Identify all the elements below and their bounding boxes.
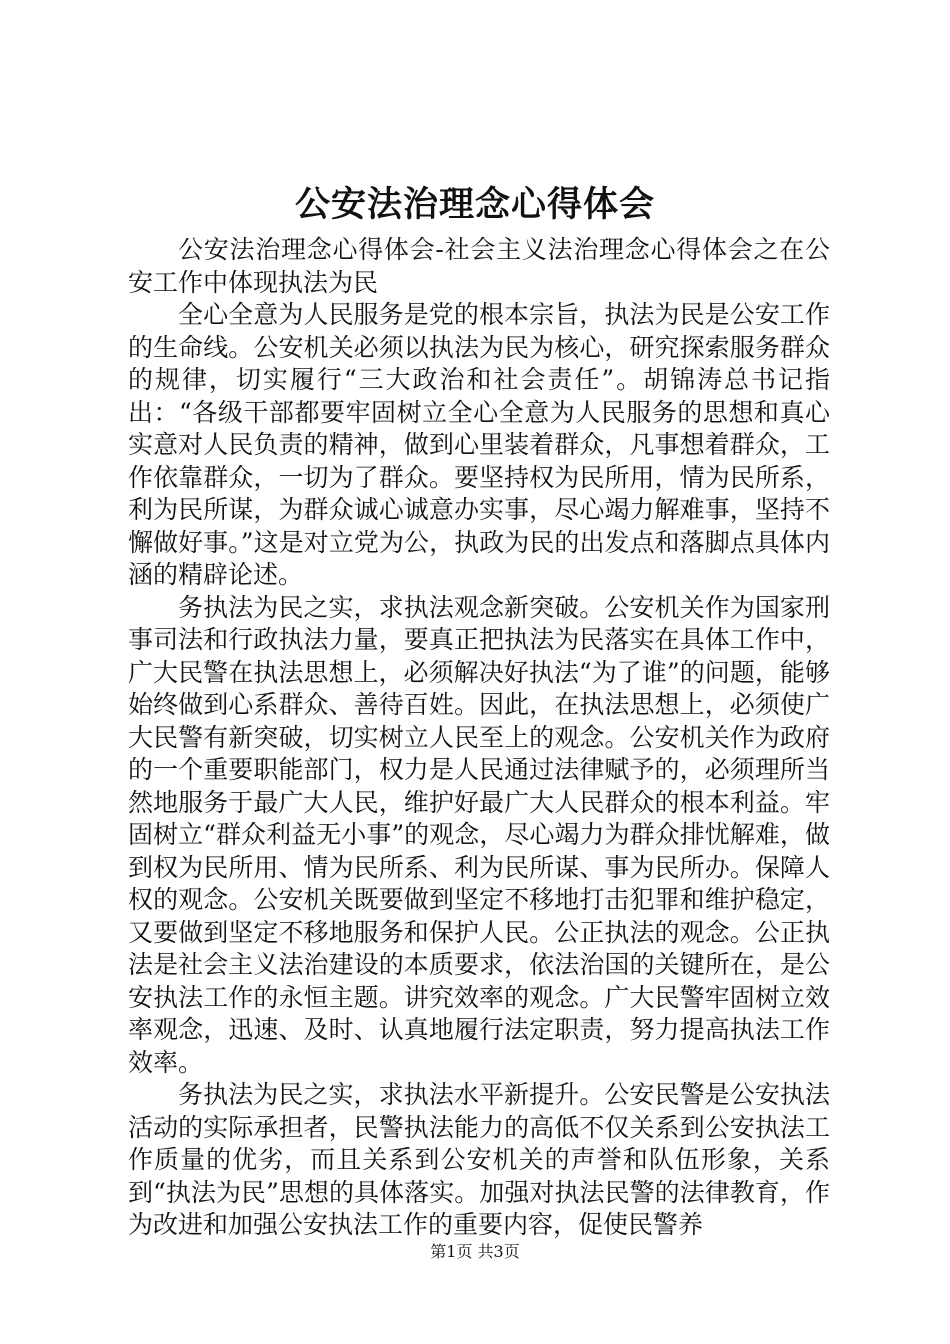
paragraph-subtitle: 公安法治理念心得体会-社会主义法治理念心得体会之在公安工作中体现执法为民 [128,235,830,297]
document-body [128,234,830,1242]
page-number-footer: 第1页 共3页 [430,1242,520,1261]
paragraph-concept: 务执法为民之实，求执法观念新突破。公安机关作为国家刑事司法和行政执法力量，要真正把执法为民落实在具体工作中，广大民警在执法思想上，必须解决好执法“为了谁”的问题，能够始终做到心系群众、善待百姓。因此，在执法思想上，必须使广大民警有新突破，切实树立人民至上的观念。公安机关作为政府的一个重要职能部门，权力是人民通过法律赋予的，必须理所当然地服务于最广大人民，维护好最广大人民群众的根本利益。牢固树立“群众利益无小事”的观念，尽心竭力为群众排忧解难，做到权为民所用、情为民所系、利为民所谋、事为民所办。保障人权的观念。公安机关既要做到坚定不移地打击犯罪和维护稳定，又要做到坚定不移地服务和保护人民。公正执法的观念。公正执法是社会主义法治建设的本质要求，依法治国的关键所在，是公安执法工作的永恒主题。讲究效率的观念。广大民警牢固树立效率观念，迅速、及时、认真地履行法定职责，努力提高执法工作效率。 [128,592,830,1077]
paragraph-intro: 全心全意为人民服务是党的根本宗旨，执法为民是公安工作的生命线。公安机关必须以执法为民为核心，研究探索服务群众的规律，切实履行“三大政治和社会责任”。胡锦涛总书记指出：“各级干部都要牢固树立全心全意为人民服务的思想和真心实意对人民负责的精神，做到心里装着群众，凡事想着群众，工作依靠群众，一切为了群众。要坚持权为民所用，情为民所系，利为民所谋，为群众诚心诚意办实事，尽心竭力解难事，坚持不懈做好事。”这是对立党为公，执政为民的出发点和落脚点具体内涵的精辟论述。 [128,300,830,589]
paragraph-level: 务执法为民之实，求执法水平新提升。公安民警是公安执法活动的实际承担者，民警执法能力的高低不仅关系到公安执法工作质量的优劣，而且关系到公安机关的声誉和队伍形象，关系到“执法为民”思想的具体落实。加强对执法民警的法律教育，作为改进和加强公安执法工作的重要内容，促使民警养 [128,1080,830,1239]
document-title: 公安法治理念心得体会 [294,184,655,225]
